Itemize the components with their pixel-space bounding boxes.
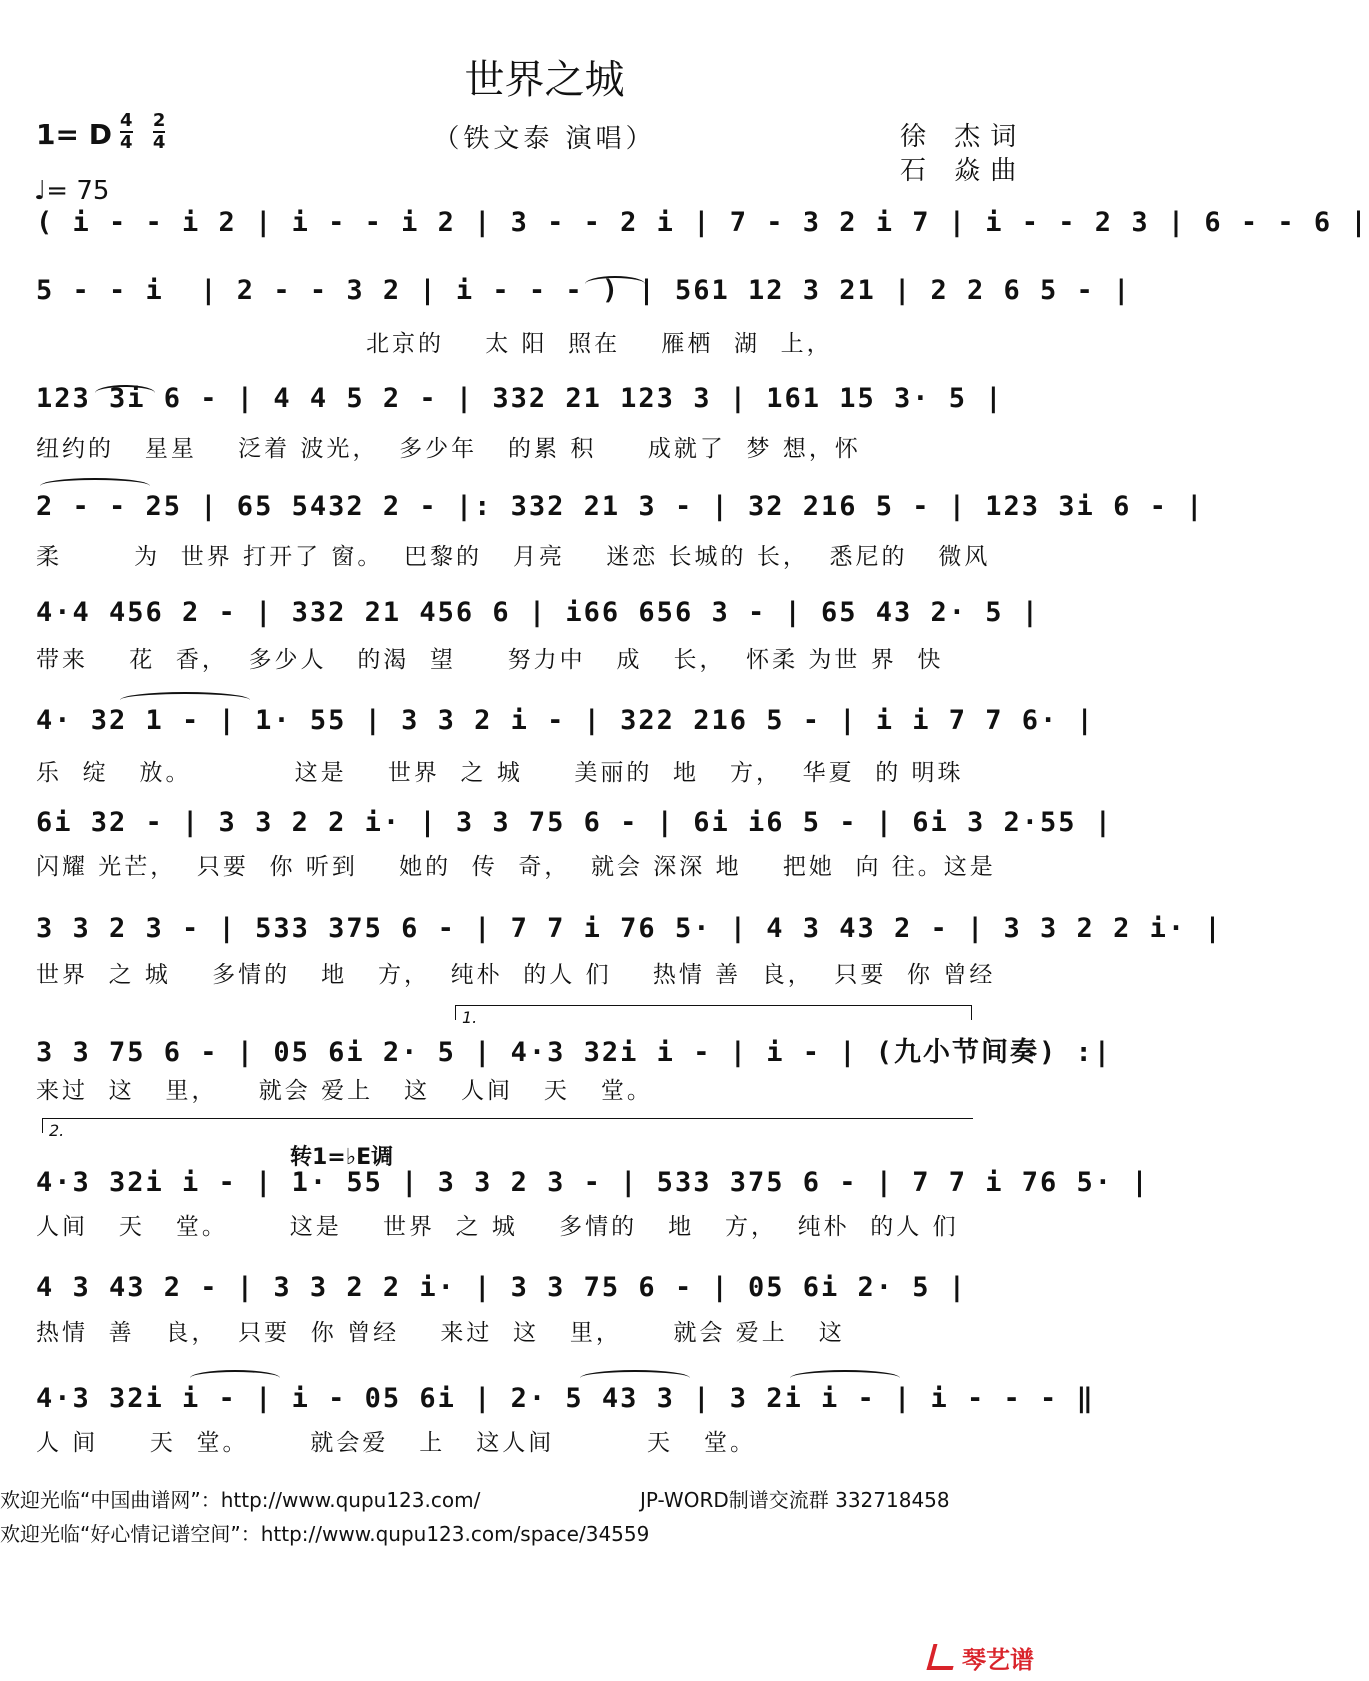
footer-group-info: JP-WORD制谱交流群 332718458 <box>640 1488 950 1512</box>
notation-line-4: 2 - - 25 | 65 5432 2 - |: 332 21 3 - | 32 216 5 - | 123 3i 6 - | <box>36 491 1205 522</box>
time-numerator: 4 <box>120 110 133 131</box>
first-ending-bracket <box>455 1005 972 1027</box>
singer-credit: （铁文泰 演唱） <box>433 124 656 154</box>
time-signature-second <box>153 112 166 152</box>
notation-line-7: 6i 32 - | 3 3 2 2 i· | 3 3 75 6 - | 6i i6 5 - | 6i 3 2·55 | <box>36 807 1114 838</box>
notation-line-3: 123 3i 6 - | 4 4 5 2 - | 332 21 123 3 | 161 15 3· 5 | <box>36 383 1004 414</box>
logo-icon <box>927 1644 960 1670</box>
lyric-line-2: 北京的 太 阳 照在 雁栖 湖 上， <box>36 331 833 357</box>
song-title: 世界之城 <box>464 57 625 103</box>
volta-1-label: 1. <box>462 1008 478 1027</box>
notation-line-11: 4 3 43 2 - | 3 3 2 2 i· | 3 3 75 6 - | 05 6i 2· 5 | <box>36 1272 968 1303</box>
slur-mark <box>790 1370 900 1386</box>
lyric-line-3: 纽约的 星星 泛着 波光， 多少年 的累 积 成就了 梦 想，怀 <box>36 436 861 462</box>
lyric-line-8: 世界 之 城 多情的 地 方， 纯朴 的人 们 热情 善 良， 只要 你 曾经 <box>36 962 996 988</box>
time-signature-first <box>120 112 133 152</box>
tempo-marking: ♩= 75 <box>34 176 110 206</box>
slur-mark <box>190 1370 280 1386</box>
lyricist-credit: 徐 杰词 <box>900 122 1027 152</box>
volta-2-label: 2. <box>49 1121 65 1140</box>
brand-logo <box>930 1640 1034 1675</box>
slur-mark <box>585 276 645 292</box>
notation-line-8: 3 3 2 3 - | 533 375 6 - | 7 7 i 76 5· | 4 3 43 2 - | 3 3 2 2 i· | <box>36 913 1223 944</box>
notation-line-2: 5 - - i | 2 - - 3 2 | i - - - ) | 561 12 3 21 | 2 2 6 5 - | <box>36 275 1132 306</box>
notation-line-6: 4· 32 1 - | 1· 55 | 3 3 2 i - | 322 216 5 - | i i 7 7 6· | <box>36 705 1095 736</box>
time-denominator: 4 <box>152 132 166 153</box>
notation-line-12: 4·3 32i i - | i - 05 6i | 2· 5 43 3 | 3 2i i - | i - - - ‖ <box>36 1383 1095 1414</box>
lyric-line-11: 热情 善 良， 只要 你 曾经 来过 这 里， 就会 爱上 这 <box>36 1320 845 1346</box>
time-denominator: 4 <box>120 132 133 153</box>
notation-line-9: 3 3 75 6 - | 05 6i 2· 5 | 4·3 32i i - | i - | (九小节间奏) :| <box>36 1037 1113 1068</box>
time-signature <box>120 112 179 152</box>
slur-mark <box>95 385 155 401</box>
lyric-line-12: 人 间 天 堂。 就会爱 上 这人间 天 堂。 <box>36 1430 756 1456</box>
lyric-line-4: 柔 为 世界 打开了 窗。 巴黎的 月亮 迷恋 长城的 长， 悉尼的 微风 <box>36 544 991 570</box>
lyric-line-9: 来过 这 里， 就会 爱上 这 人间 天 堂。 <box>36 1078 653 1104</box>
notation-line-1: ( i - - i 2 | i - - i 2 | 3 - - 2 i | 7 - 3 2 i 7 | i - - 2 3 | 6 - - 6 | <box>36 207 1369 238</box>
lyric-line-5: 带来 花 香， 多少人 的渴 望 努力中 成 长， 怀柔 为世 界 快 <box>36 647 944 673</box>
slur-mark <box>40 478 150 494</box>
lyric-line-7: 闪耀 光芒， 只要 你 听到 她的 传 奇， 就会 深深 地 把她 向 往。这是 <box>36 854 996 880</box>
time-numerator: 2 <box>152 110 166 131</box>
notation-line-5: 4·4 456 2 - | 332 21 456 6 | i66 656 3 - | 65 43 2· 5 | <box>36 597 1041 628</box>
lyric-line-10: 人间 天 堂。 这是 世界 之 城 多情的 地 方， 纯朴 的人 们 <box>36 1214 959 1240</box>
slur-mark <box>580 1370 690 1386</box>
footer-space-link[interactable]: 欢迎光临“好心情记谱空间”：http://www.qupu123.com/space/34559 <box>0 1522 650 1546</box>
second-ending-bracket <box>42 1118 973 1140</box>
modulation-marking: 转1=♭E调 <box>290 1145 394 1170</box>
notation-line-10: 4·3 32i i - | 1· 55 | 3 3 2 3 - | 533 375 6 - | 7 7 i 76 5· | <box>36 1167 1150 1198</box>
key-signature: 1= D <box>36 118 112 151</box>
composer-credit: 石 焱曲 <box>900 156 1027 186</box>
lyric-line-6: 乐 绽 放。 这是 世界 之 城 美丽的 地 方， 华夏 的 明珠 <box>36 760 964 786</box>
footer-site-link[interactable]: 欢迎光临“中国曲谱网”：http://www.qupu123.com/ <box>0 1488 481 1512</box>
slur-mark <box>120 692 250 708</box>
logo-text: 琴艺谱 <box>962 1646 1034 1674</box>
